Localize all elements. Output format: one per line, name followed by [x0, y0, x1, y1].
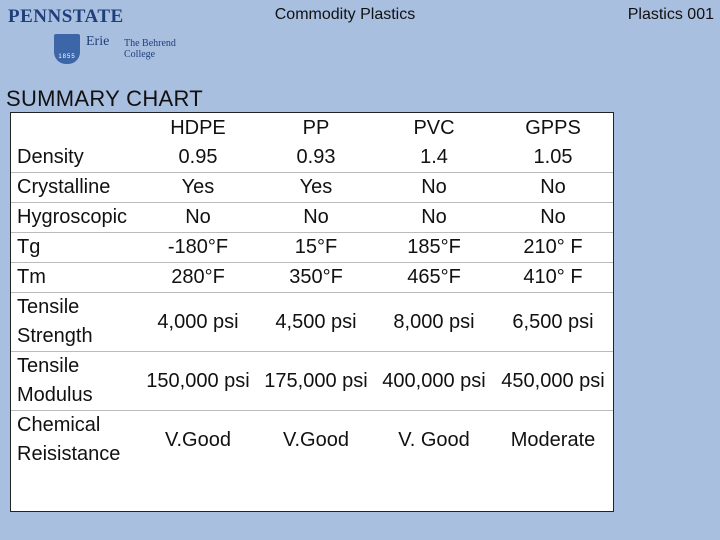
table-cell: V.Good	[283, 428, 349, 451]
table-cell: Yes	[181, 176, 215, 198]
table-row	[11, 293, 613, 352]
section-subtitle: SUMMARY CHART	[6, 86, 204, 111]
table-cell: 4,000 psi	[157, 310, 239, 333]
table-cell: 400,000 psi	[382, 369, 486, 392]
table-cell: Yes	[299, 176, 333, 198]
page-title: Commodity Plastics	[274, 6, 416, 23]
table-cell: Moderate	[510, 428, 596, 451]
table-cell: 0.95	[178, 146, 218, 168]
table-cell: 450,000 psi	[501, 369, 605, 392]
column-header	[11, 113, 139, 143]
row-label: Hygroscopic	[17, 206, 128, 228]
table-cell: No	[303, 206, 329, 228]
table-cell: No	[540, 206, 566, 228]
table-cell: V.Good	[165, 428, 231, 451]
column-header: GPPS	[525, 116, 581, 139]
table-cell: 1.4	[420, 146, 448, 168]
row-label: Density	[17, 146, 84, 168]
table-row	[11, 352, 613, 411]
table-row	[11, 411, 613, 470]
page-code: Plastics 001	[627, 6, 714, 23]
table-cell: 280°F	[171, 266, 225, 288]
table-cell: 465°F	[407, 266, 461, 288]
logo-campus: Erie	[86, 34, 110, 49]
shield-icon	[54, 34, 80, 64]
logo-college-line1: The Behrend	[124, 38, 176, 49]
table-row	[11, 263, 613, 293]
table-cell: 6,500 psi	[512, 310, 594, 333]
table-row	[11, 143, 613, 173]
column-header: PVC	[413, 116, 455, 139]
logo-college-line2: College	[124, 49, 156, 60]
university-logo	[6, 6, 186, 70]
summary-table	[11, 113, 613, 469]
table-cell: 8,000 psi	[393, 310, 475, 333]
table-cell: 185°F	[407, 236, 461, 258]
summary-panel	[10, 112, 614, 512]
table-row	[11, 203, 613, 233]
column-header: HDPE	[170, 116, 226, 139]
table-cell: No	[421, 176, 447, 198]
table-cell: No	[540, 176, 566, 198]
table-header-row	[11, 113, 613, 143]
table-cell: No	[185, 206, 211, 228]
table-cell: -180°F	[167, 236, 229, 258]
logo-college	[124, 38, 176, 60]
logo-wordmark: PENNSTATE	[8, 6, 124, 27]
table-cell: V. Good	[398, 428, 470, 451]
table-cell: 0.93	[296, 146, 336, 168]
row-label: Tg	[17, 236, 41, 258]
logo-year: 1855	[58, 54, 76, 60]
table-cell: 175,000 psi	[264, 369, 368, 392]
table-cell: 1.05	[533, 146, 573, 168]
footer-bar	[0, 514, 720, 540]
column-header: PP	[302, 116, 330, 139]
row-label: Tensile Modulus	[17, 355, 93, 406]
table-cell: 350°F	[289, 266, 343, 288]
table-row	[11, 173, 613, 203]
table-cell: No	[421, 206, 447, 228]
table-cell: 15°F	[294, 236, 338, 258]
table-cell: 210° F	[523, 236, 583, 258]
table-cell: 4,500 psi	[275, 310, 357, 333]
row-label: Crystalline	[17, 176, 111, 198]
row-label: Tm	[17, 266, 46, 288]
row-label: Tensile Strength	[17, 296, 93, 347]
table-cell: 150,000 psi	[146, 369, 250, 392]
row-label: Chemical Reisistance	[17, 414, 121, 465]
table-cell: 410° F	[523, 266, 583, 288]
table-row	[11, 233, 613, 263]
